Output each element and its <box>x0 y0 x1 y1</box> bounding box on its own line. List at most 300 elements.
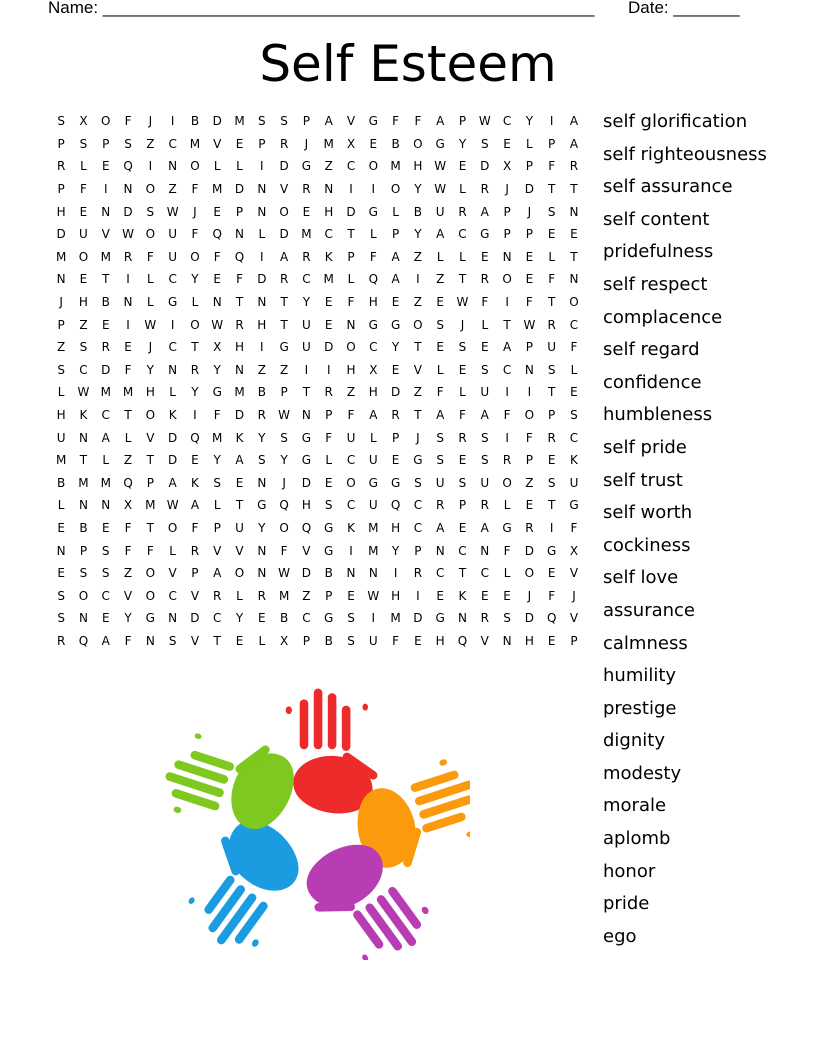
grid-letter[interactable]: C <box>168 136 177 151</box>
grid-letter[interactable]: T <box>102 272 110 287</box>
grid-letter[interactable]: O <box>145 588 156 603</box>
grid-letter[interactable]: M <box>100 385 111 400</box>
grid-letter[interactable]: L <box>169 385 176 400</box>
grid-letter[interactable]: H <box>78 295 88 310</box>
date-field[interactable]: Date: _______ <box>628 0 740 17</box>
grid-letter[interactable]: L <box>258 227 266 242</box>
grid-letter[interactable]: S <box>547 475 556 490</box>
grid-letter[interactable]: M <box>368 520 379 535</box>
grid-letter[interactable]: O <box>190 249 200 264</box>
grid-letter[interactable]: X <box>369 362 378 377</box>
grid-letter[interactable]: G <box>324 520 334 535</box>
name-field[interactable]: Name: ____________________________________________________ <box>48 0 595 17</box>
grid-letter[interactable]: P <box>191 566 199 581</box>
grid-letter[interactable]: N <box>257 475 267 490</box>
grid-letter[interactable]: E <box>570 227 578 242</box>
grid-letter[interactable]: J <box>460 317 465 332</box>
grid-letter[interactable]: P <box>57 136 65 151</box>
grid-letter[interactable]: V <box>302 543 311 558</box>
grid-letter[interactable]: M <box>212 430 223 445</box>
grid-letter[interactable]: A <box>480 520 489 535</box>
grid-letter[interactable]: M <box>122 385 134 400</box>
grid-letter[interactable]: L <box>481 317 489 332</box>
grid-letter[interactable]: N <box>257 295 267 310</box>
grid-letter[interactable]: F <box>146 249 154 264</box>
grid-letter[interactable]: N <box>502 249 512 264</box>
grid-letter[interactable]: W <box>122 227 134 242</box>
grid-letter[interactable]: D <box>524 611 534 626</box>
grid-letter[interactable]: B <box>190 114 200 129</box>
grid-letter[interactable]: A <box>436 408 445 423</box>
grid-letter[interactable]: G <box>368 317 378 332</box>
grid-letter[interactable]: L <box>436 249 444 264</box>
grid-letter[interactable]: T <box>79 453 88 468</box>
grid-letter[interactable]: F <box>570 520 578 535</box>
grid-letter[interactable]: C <box>101 408 110 423</box>
grid-letter[interactable]: L <box>436 362 444 377</box>
grid-letter[interactable]: O <box>234 566 245 581</box>
grid-letter[interactable]: Q <box>301 520 312 535</box>
grid-letter[interactable]: I <box>193 408 197 423</box>
grid-letter[interactable]: S <box>480 362 489 377</box>
grid-letter[interactable]: I <box>393 566 398 581</box>
grid-letter[interactable]: G <box>390 475 401 490</box>
grid-letter[interactable]: Q <box>123 475 133 490</box>
grid-letter[interactable]: N <box>56 272 66 287</box>
grid-letter[interactable]: J <box>59 295 63 310</box>
grid-letter[interactable]: N <box>346 566 356 581</box>
grid-letter[interactable]: R <box>525 520 534 535</box>
grid-letter[interactable]: Y <box>525 114 534 129</box>
grid-letter[interactable]: M <box>145 498 156 513</box>
grid-letter[interactable]: E <box>436 340 444 355</box>
grid-letter[interactable]: P <box>548 408 556 423</box>
grid-letter[interactable]: P <box>458 498 467 513</box>
grid-letter[interactable]: A <box>436 520 445 535</box>
grid-letter[interactable]: S <box>436 317 444 332</box>
grid-letter[interactable]: N <box>123 295 133 310</box>
grid-letter[interactable]: I <box>304 362 309 377</box>
grid-letter[interactable]: A <box>369 408 378 423</box>
grid-letter[interactable]: V <box>346 114 356 129</box>
grid-letter[interactable]: J <box>148 340 153 355</box>
grid-letter[interactable]: K <box>235 430 244 445</box>
grid-letter[interactable]: N <box>301 408 311 423</box>
grid-letter[interactable]: R <box>123 249 133 264</box>
grid-letter[interactable]: L <box>57 385 65 400</box>
grid-letter[interactable]: A <box>391 272 400 287</box>
grid-letter[interactable]: Y <box>213 453 221 468</box>
grid-letter[interactable]: N <box>145 633 155 648</box>
grid-letter[interactable]: R <box>324 385 333 400</box>
grid-letter[interactable]: O <box>190 317 200 332</box>
grid-letter[interactable]: E <box>525 249 534 264</box>
grid-letter[interactable]: T <box>302 385 311 400</box>
grid-letter[interactable]: F <box>369 249 377 264</box>
grid-letter[interactable]: K <box>347 520 355 535</box>
grid-letter[interactable]: E <box>101 159 110 174</box>
grid-letter[interactable]: E <box>547 227 556 242</box>
grid-letter[interactable]: P <box>102 136 110 151</box>
grid-letter[interactable]: H <box>413 159 423 174</box>
grid-letter[interactable]: U <box>435 204 445 219</box>
grid-letter[interactable]: Z <box>413 249 423 264</box>
grid-letter[interactable]: F <box>503 408 511 423</box>
grid-letter[interactable]: M <box>55 453 67 468</box>
grid-letter[interactable]: S <box>280 430 288 445</box>
grid-letter[interactable]: L <box>236 588 243 603</box>
grid-letter[interactable]: E <box>458 362 467 377</box>
grid-letter[interactable]: H <box>235 340 245 355</box>
grid-letter[interactable]: C <box>168 588 177 603</box>
grid-letter[interactable]: W <box>523 317 536 332</box>
grid-letter[interactable]: R <box>458 204 467 219</box>
grid-letter[interactable]: I <box>148 159 153 174</box>
grid-letter[interactable]: L <box>80 159 87 174</box>
grid-letter[interactable]: N <box>168 362 178 377</box>
grid-letter[interactable]: O <box>78 249 89 264</box>
grid-letter[interactable]: U <box>569 475 579 490</box>
grid-letter[interactable]: H <box>145 385 155 400</box>
grid-letter[interactable]: I <box>349 182 353 197</box>
grid-letter[interactable]: R <box>235 317 244 332</box>
grid-letter[interactable]: W <box>144 317 157 332</box>
grid-letter[interactable]: Q <box>390 498 401 513</box>
grid-letter[interactable]: S <box>57 588 65 603</box>
grid-letter[interactable]: P <box>525 227 533 242</box>
grid-letter[interactable]: C <box>168 340 177 355</box>
grid-letter[interactable]: L <box>570 362 578 377</box>
grid-letter[interactable]: V <box>213 136 222 151</box>
grid-letter[interactable]: R <box>257 588 266 603</box>
grid-letter[interactable]: R <box>502 453 512 468</box>
grid-letter[interactable]: O <box>413 136 423 151</box>
grid-letter[interactable]: F <box>436 385 444 400</box>
grid-letter[interactable]: C <box>346 159 356 174</box>
grid-letter[interactable]: R <box>480 498 489 513</box>
grid-letter[interactable]: T <box>347 227 355 242</box>
grid-letter[interactable]: A <box>101 430 110 445</box>
grid-letter[interactable]: Q <box>546 611 557 626</box>
grid-letter[interactable]: V <box>569 566 579 581</box>
grid-letter[interactable]: N <box>56 543 66 558</box>
grid-letter[interactable]: P <box>302 633 311 648</box>
grid-letter[interactable]: O <box>78 588 89 603</box>
grid-letter[interactable]: M <box>55 249 67 264</box>
grid-letter[interactable]: Z <box>123 453 133 468</box>
grid-letter[interactable]: L <box>146 272 154 287</box>
grid-letter[interactable]: S <box>101 543 110 558</box>
grid-letter[interactable]: S <box>436 453 444 468</box>
grid-letter[interactable]: V <box>146 430 155 445</box>
grid-letter[interactable]: G <box>257 498 267 513</box>
grid-letter[interactable]: G <box>324 611 334 626</box>
grid-letter[interactable]: I <box>126 272 130 287</box>
grid-letter[interactable]: Y <box>414 227 422 242</box>
grid-letter[interactable]: E <box>525 498 534 513</box>
grid-letter[interactable]: Q <box>234 249 245 264</box>
grid-letter[interactable]: E <box>213 204 222 219</box>
grid-letter[interactable]: E <box>480 340 489 355</box>
grid-letter[interactable]: V <box>168 566 177 581</box>
grid-letter[interactable]: O <box>279 520 289 535</box>
grid-letter[interactable]: N <box>368 566 378 581</box>
grid-letter[interactable]: D <box>301 566 312 581</box>
grid-letter[interactable]: R <box>213 588 222 603</box>
grid-letter[interactable]: C <box>436 566 445 581</box>
grid-letter[interactable]: E <box>101 611 110 626</box>
grid-letter[interactable]: M <box>323 272 334 287</box>
grid-letter[interactable]: V <box>413 362 422 377</box>
grid-letter[interactable]: T <box>548 385 556 400</box>
grid-letter[interactable]: P <box>458 114 467 129</box>
grid-letter[interactable]: Z <box>302 588 311 603</box>
grid-letter[interactable]: U <box>168 227 178 242</box>
grid-letter[interactable]: N <box>435 543 445 558</box>
grid-letter[interactable]: I <box>416 272 420 287</box>
grid-letter[interactable]: J <box>282 475 286 490</box>
grid-letter[interactable]: T <box>124 408 132 423</box>
grid-letter[interactable]: U <box>302 317 311 332</box>
grid-letter[interactable]: M <box>278 588 290 603</box>
grid-letter[interactable]: O <box>346 340 356 355</box>
grid-letter[interactable]: H <box>56 204 66 219</box>
grid-letter[interactable]: G <box>435 136 445 151</box>
grid-letter[interactable]: L <box>347 272 355 287</box>
grid-letter[interactable]: Y <box>124 611 132 626</box>
grid-letter[interactable]: W <box>166 498 179 513</box>
grid-letter[interactable]: I <box>349 543 353 558</box>
grid-letter[interactable]: X <box>346 136 356 151</box>
grid-letter[interactable]: E <box>391 295 400 310</box>
grid-letter[interactable]: Z <box>123 566 133 581</box>
grid-letter[interactable]: S <box>324 498 333 513</box>
grid-letter[interactable]: S <box>414 475 422 490</box>
grid-letter[interactable]: F <box>570 340 578 355</box>
grid-letter[interactable]: A <box>190 498 200 513</box>
grid-letter[interactable]: R <box>279 136 289 151</box>
grid-letter[interactable]: I <box>371 611 376 626</box>
grid-letter[interactable]: F <box>191 520 199 535</box>
grid-letter[interactable]: E <box>503 588 511 603</box>
grid-letter[interactable]: N <box>168 611 178 626</box>
grid-letter[interactable]: B <box>324 633 333 648</box>
grid-letter[interactable]: F <box>392 114 400 129</box>
grid-letter[interactable]: E <box>235 475 244 490</box>
grid-letter[interactable]: W <box>278 566 291 581</box>
grid-letter[interactable]: P <box>235 204 244 219</box>
grid-letter[interactable]: C <box>302 611 311 626</box>
grid-letter[interactable]: T <box>146 520 154 535</box>
grid-letter[interactable]: C <box>458 227 467 242</box>
grid-letter[interactable]: F <box>213 408 221 423</box>
grid-letter[interactable]: C <box>413 520 423 535</box>
grid-letter[interactable]: E <box>391 362 400 377</box>
grid-letter[interactable]: D <box>324 340 334 355</box>
grid-letter[interactable]: S <box>480 430 489 445</box>
grid-letter[interactable]: F <box>525 295 533 310</box>
grid-letter[interactable]: Z <box>413 295 423 310</box>
grid-letter[interactable]: Y <box>235 611 244 626</box>
grid-letter[interactable]: O <box>390 182 401 197</box>
grid-letter[interactable]: G <box>368 114 378 129</box>
grid-letter[interactable]: B <box>324 566 333 581</box>
grid-letter[interactable]: V <box>190 633 200 648</box>
grid-letter[interactable]: H <box>391 588 401 603</box>
grid-letter[interactable]: H <box>524 633 534 648</box>
grid-letter[interactable]: L <box>369 227 377 242</box>
grid-letter[interactable]: Z <box>413 385 423 400</box>
grid-letter[interactable]: Z <box>346 385 356 400</box>
grid-letter[interactable]: E <box>324 317 333 332</box>
grid-letter[interactable]: E <box>458 159 467 174</box>
grid-letter[interactable]: E <box>302 204 311 219</box>
grid-letter[interactable]: J <box>505 182 509 197</box>
grid-letter[interactable]: F <box>459 408 466 423</box>
grid-letter[interactable]: O <box>145 227 156 242</box>
grid-letter[interactable]: N <box>480 543 490 558</box>
grid-letter[interactable]: T <box>548 498 556 513</box>
grid-letter[interactable]: L <box>213 159 221 174</box>
grid-letter[interactable]: D <box>257 272 267 287</box>
grid-letter[interactable]: F <box>236 272 243 287</box>
grid-letter[interactable]: E <box>101 520 110 535</box>
grid-letter[interactable]: I <box>170 317 175 332</box>
grid-letter[interactable]: D <box>480 159 490 174</box>
grid-letter[interactable]: C <box>346 498 356 513</box>
grid-letter[interactable]: P <box>525 340 533 355</box>
grid-letter[interactable]: R <box>413 566 423 581</box>
grid-letter[interactable]: E <box>101 317 110 332</box>
grid-letter[interactable]: I <box>170 114 175 129</box>
grid-letter[interactable]: I <box>549 520 554 535</box>
grid-letter[interactable]: M <box>390 159 401 174</box>
grid-letter[interactable]: E <box>324 475 333 490</box>
grid-letter[interactable]: H <box>301 498 311 513</box>
grid-letter[interactable]: D <box>234 182 245 197</box>
grid-letter[interactable]: O <box>569 295 579 310</box>
grid-letter[interactable]: O <box>145 408 156 423</box>
grid-letter[interactable]: E <box>547 566 556 581</box>
grid-letter[interactable]: E <box>191 453 199 468</box>
grid-letter[interactable]: P <box>414 543 422 558</box>
grid-letter[interactable]: R <box>391 408 400 423</box>
grid-letter[interactable]: P <box>57 182 65 197</box>
grid-letter[interactable]: S <box>280 114 288 129</box>
grid-letter[interactable]: R <box>480 611 489 626</box>
grid-letter[interactable]: M <box>301 227 312 242</box>
grid-letter[interactable]: Y <box>391 543 400 558</box>
grid-letter[interactable]: G <box>145 611 155 626</box>
grid-letter[interactable]: F <box>124 362 132 377</box>
grid-letter[interactable]: G <box>480 227 490 242</box>
grid-letter[interactable]: J <box>148 114 153 129</box>
grid-letter[interactable]: E <box>235 136 244 151</box>
grid-letter[interactable]: S <box>79 136 88 151</box>
grid-letter[interactable]: F <box>280 543 288 558</box>
grid-letter[interactable]: G <box>167 295 178 310</box>
grid-letter[interactable]: N <box>569 204 579 219</box>
grid-letter[interactable]: D <box>190 611 200 626</box>
grid-letter[interactable]: L <box>258 633 266 648</box>
grid-letter[interactable]: F <box>124 114 132 129</box>
grid-letter[interactable]: D <box>279 159 289 174</box>
grid-letter[interactable]: N <box>569 272 579 287</box>
grid-letter[interactable]: L <box>213 498 221 513</box>
grid-letter[interactable]: R <box>56 159 66 174</box>
grid-letter[interactable]: Z <box>168 182 177 197</box>
grid-letter[interactable]: I <box>326 362 331 377</box>
grid-letter[interactable]: F <box>79 182 87 197</box>
grid-letter[interactable]: A <box>436 114 445 129</box>
grid-letter[interactable]: E <box>458 453 467 468</box>
grid-letter[interactable]: L <box>503 498 511 513</box>
grid-letter[interactable]: B <box>257 385 266 400</box>
grid-letter[interactable]: N <box>78 611 88 626</box>
grid-letter[interactable]: P <box>525 453 533 468</box>
grid-letter[interactable]: O <box>190 159 200 174</box>
grid-letter[interactable]: Z <box>257 362 266 377</box>
grid-letter[interactable]: U <box>79 227 88 242</box>
grid-letter[interactable]: E <box>480 588 489 603</box>
grid-letter[interactable]: U <box>346 430 356 445</box>
grid-letter[interactable]: Y <box>414 182 422 197</box>
grid-letter[interactable]: O <box>279 204 289 219</box>
grid-letter[interactable]: Z <box>436 272 445 287</box>
grid-letter[interactable]: G <box>324 543 334 558</box>
grid-letter[interactable]: R <box>56 633 66 648</box>
grid-letter[interactable]: E <box>57 566 65 581</box>
grid-letter[interactable]: I <box>103 182 108 197</box>
grid-letter[interactable]: N <box>257 543 267 558</box>
grid-letter[interactable]: I <box>505 430 509 445</box>
grid-letter[interactable]: N <box>78 430 88 445</box>
grid-letter[interactable]: S <box>101 566 110 581</box>
grid-letter[interactable]: J <box>572 588 576 603</box>
grid-letter[interactable]: S <box>79 340 88 355</box>
grid-letter[interactable]: A <box>569 114 579 129</box>
grid-letter[interactable]: G <box>435 611 445 626</box>
grid-letter[interactable]: G <box>390 317 401 332</box>
grid-letter[interactable]: A <box>280 249 289 264</box>
grid-letter[interactable]: D <box>168 453 178 468</box>
grid-letter[interactable]: R <box>547 317 556 332</box>
grid-letter[interactable]: C <box>569 430 579 445</box>
grid-letter[interactable]: D <box>524 182 534 197</box>
grid-letter[interactable]: L <box>124 430 132 445</box>
grid-letter[interactable]: Y <box>280 453 288 468</box>
grid-letter[interactable]: L <box>392 204 399 219</box>
grid-letter[interactable]: A <box>235 453 244 468</box>
grid-letter[interactable]: I <box>549 114 554 129</box>
grid-letter[interactable]: U <box>56 430 66 445</box>
grid-letter[interactable]: Y <box>191 385 199 400</box>
grid-letter[interactable]: S <box>258 114 266 129</box>
grid-letter[interactable]: P <box>280 385 288 400</box>
grid-letter[interactable]: M <box>100 475 111 490</box>
grid-letter[interactable]: T <box>548 182 556 197</box>
grid-letter[interactable]: N <box>502 633 512 648</box>
grid-letter[interactable]: P <box>325 408 333 423</box>
grid-letter[interactable]: V <box>280 182 289 197</box>
grid-letter[interactable]: G <box>301 430 312 445</box>
grid-letter[interactable]: P <box>391 430 400 445</box>
grid-letter[interactable]: W <box>77 385 90 400</box>
grid-letter[interactable]: S <box>436 430 444 445</box>
grid-letter[interactable]: D <box>123 204 133 219</box>
grid-letter[interactable]: X <box>280 633 289 648</box>
grid-letter[interactable]: L <box>236 159 243 174</box>
